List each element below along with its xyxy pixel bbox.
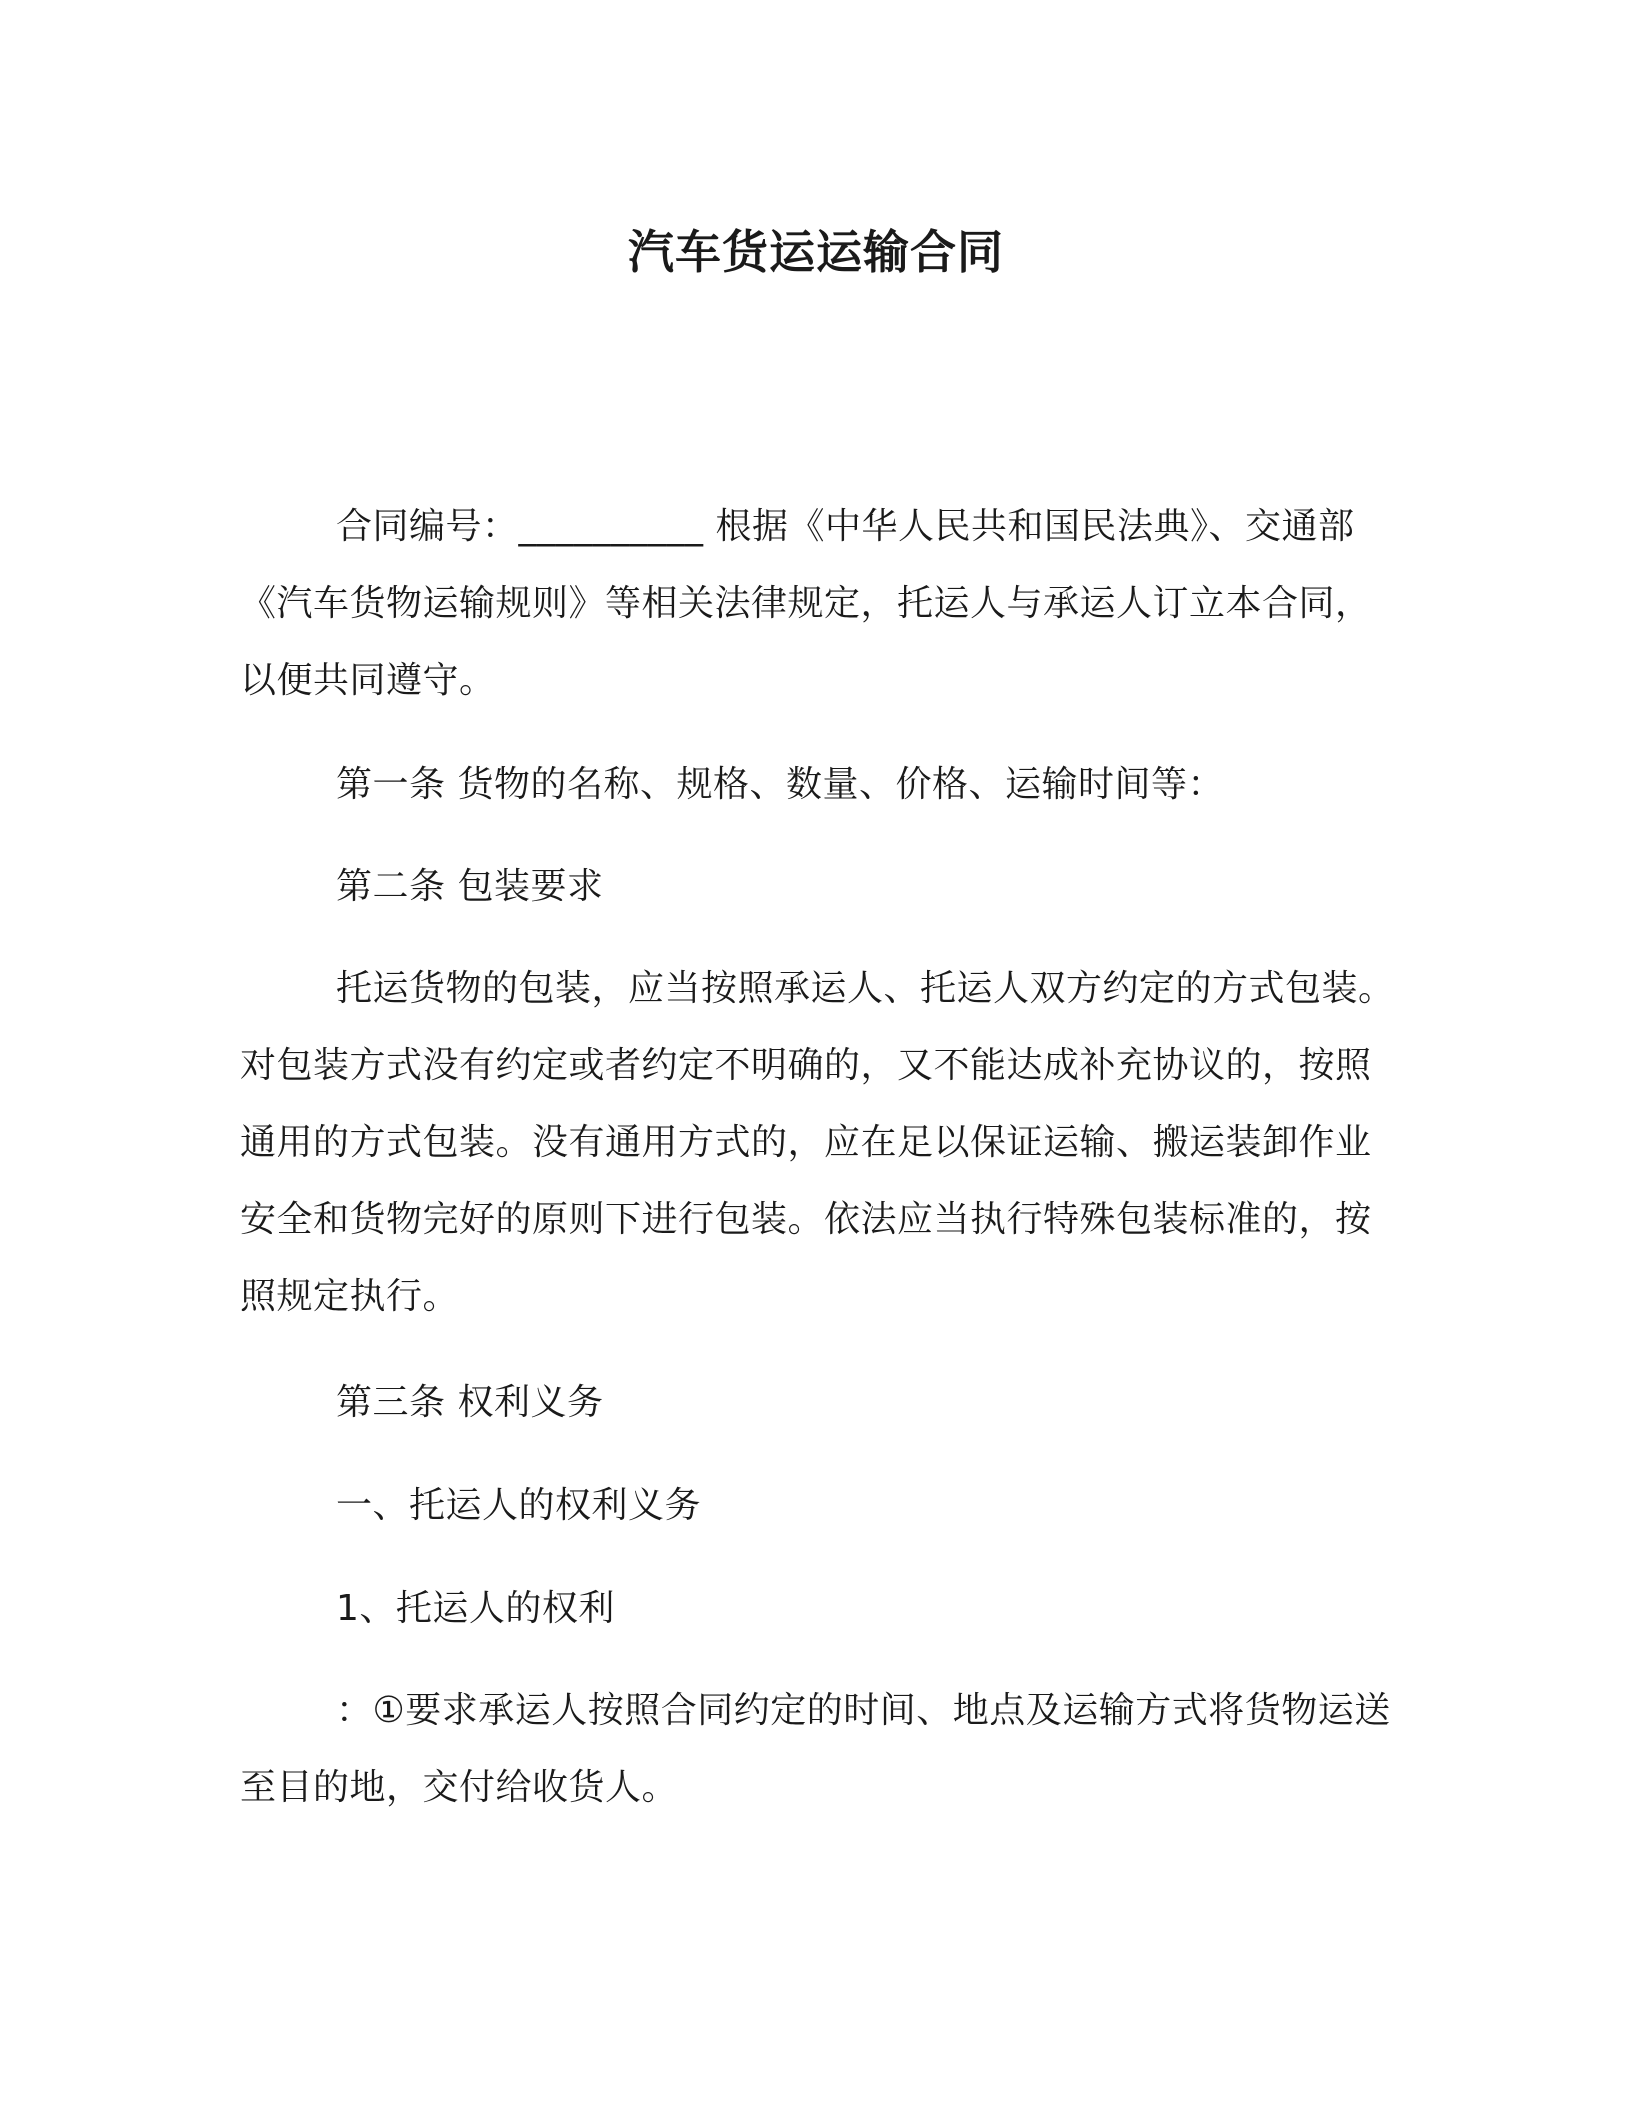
article-1-heading: 第一条 货物的名称、规格、数量、价格、运输时间等：	[336, 764, 1224, 805]
document-title: 汽车货运运输合同	[628, 225, 1004, 279]
shipper-right-item-1: ：①要求承运人按照合同约定的时间、地点及运输方式将货物运送至目的地，交付给收货人。	[240, 1690, 1391, 1808]
section-1-heading: 一、托运人的权利义务	[336, 1485, 702, 1526]
shipper-rights-heading: 1、托运人的权利	[336, 1588, 615, 1629]
intro-paragraph: 合同编号：__________ 根据《中华人民共和国民法典》、交通部《汽车货物运输规则》等相关法律规定，托运人与承运人订立本合同，以便共同遵守。	[240, 506, 1372, 701]
packaging-paragraph: 托运货物的包装，应当按照承运人、托运人双方约定的方式包装。对包装方式没有约定或者约定不明确的，又不能达成补充协议的，按照通用的方式包装。没有通用方式的，应在足以保证运输、搬运装卸作业安全和货物完好的原则下进行包装。依法应当执行特殊包装标准的，按照规定执行。	[240, 968, 1395, 1317]
article-2-heading: 第二条 包装要求	[336, 866, 604, 907]
article-3-heading: 第三条 权利义务	[336, 1382, 604, 1423]
